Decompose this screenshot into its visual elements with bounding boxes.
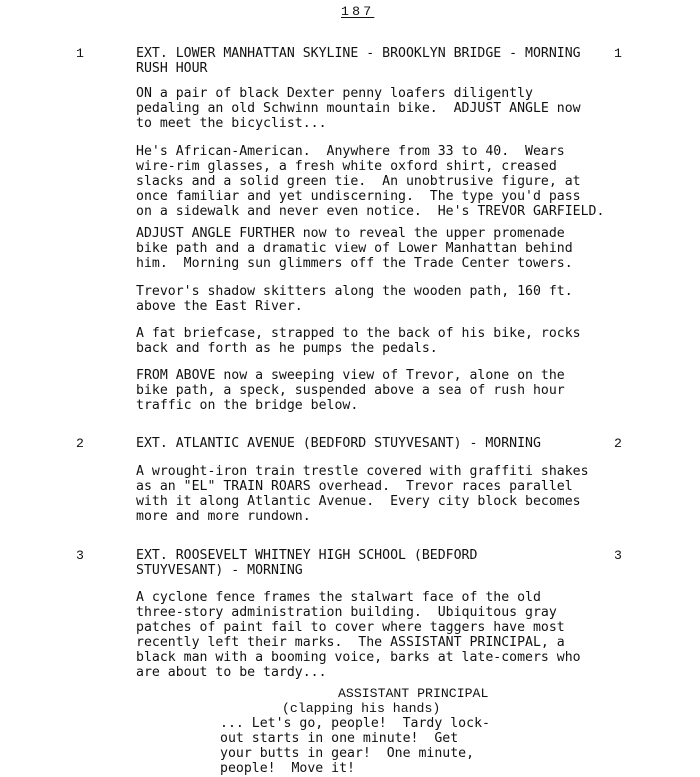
page-number: 187 bbox=[341, 4, 375, 19]
action-paragraph: ON a pair of black Dexter penny loafers diligently pedaling an old Schwinn mountain bike. ADJUST ANGLE now to meet the bicyclist... bbox=[136, 86, 581, 131]
character-name: ASSISTANT PRINCIPAL bbox=[338, 686, 489, 701]
dialogue: ... Let's go, people! Tardy lock- out starts in one minute! Get your butts in gear! One minute, people! Move it! bbox=[220, 716, 490, 776]
scene-number-left: 2 bbox=[76, 436, 84, 451]
scene-number-left: 1 bbox=[76, 46, 84, 61]
scene-heading: EXT. ROOSEVELT WHITNEY HIGH SCHOOL (BEDFORD STUYVESANT) - MORNING bbox=[136, 548, 478, 578]
scene-number-right: 3 bbox=[614, 548, 622, 563]
action-paragraph: Trevor's shadow skitters along the wooden path, 160 ft. above the East River. bbox=[136, 284, 573, 314]
action-paragraph: He's African-American. Anywhere from 33 to 40. Wears wire-rim glasses, a fresh white oxford shirt, creased slacks and a solid green tie. An unobtrusive figure, at once familiar and yet undiscerning. The type you'd pass on a sidewalk and never even notice. He's TREVOR GARFIELD. bbox=[136, 144, 605, 219]
scene-number-right: 1 bbox=[614, 46, 622, 61]
action-paragraph: FROM ABOVE now a sweeping view of Trevor, alone on the bike path, a speck, suspended above a sea of rush hour traffic on the bridge below. bbox=[136, 368, 565, 413]
action-paragraph: A fat briefcase, strapped to the back of his bike, rocks back and forth as he pumps the pedals. bbox=[136, 326, 581, 356]
scene-number-left: 3 bbox=[76, 548, 84, 563]
scene-heading: EXT. LOWER MANHATTAN SKYLINE - BROOKLYN BRIDGE - MORNING RUSH HOUR bbox=[136, 46, 581, 76]
action-paragraph: A wrought-iron train trestle covered with graffiti shakes as an "EL" TRAIN ROARS overhead. Trevor races parallel with it along Atlantic Avenue. Every city block becomes more and more rundown. bbox=[136, 464, 589, 524]
scene-number-right: 2 bbox=[614, 436, 622, 451]
action-paragraph: A cyclone fence frames the stalwart face of the old three-story administration building. Ubiquitous gray patches of paint fail to cover where taggers have most recently left their marks. The ASSISTANT PRINCIPAL, a black man with a booming voice, barks at late-comers who are about to be tardy... bbox=[136, 590, 581, 680]
action-paragraph: ADJUST ANGLE FURTHER now to reveal the upper promenade bike path and a dramatic view of Lower Manhattan behind him. Morning sun glimmers off the Trade Center towers. bbox=[136, 226, 573, 271]
scene-heading: EXT. ATLANTIC AVENUE (BEDFORD STUYVESANT) - MORNING bbox=[136, 436, 541, 451]
parenthetical: (clapping his hands) bbox=[282, 701, 441, 716]
